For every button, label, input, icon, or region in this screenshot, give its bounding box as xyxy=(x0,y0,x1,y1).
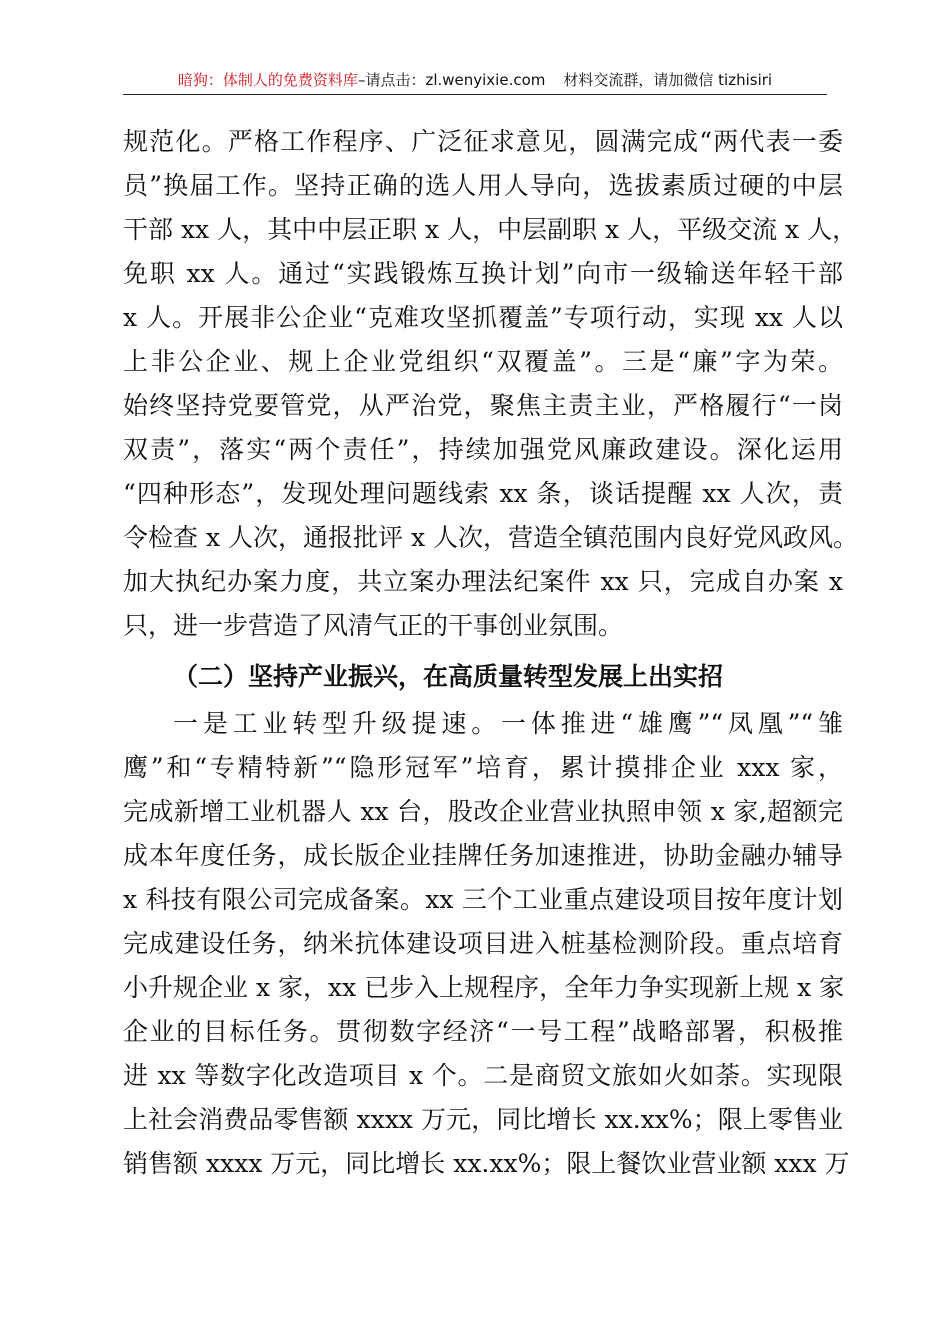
text-line: 干部 xx 人，其中中层正职 x 人，中层副职 x 人，平级交流 x 人， xyxy=(123,215,858,244)
text-line: 规范化。严格工作程序、广泛征求意见，圆满完成“两代表一委 xyxy=(123,127,843,156)
text-line: 令检查 x 人次，通报批评 x 人次，营造全镇范围内良好党风政风。 xyxy=(123,523,858,552)
header-url-link[interactable]: zl.wenyixie.com xyxy=(425,71,546,89)
text-line: x 科技有限公司完成备案。xx 三个工业重点建设项目按年度计划 xyxy=(123,885,843,914)
header-brand: 暗狗：体制人的免费资料库 xyxy=(177,71,358,89)
text-line: 销售额 xxxx 万元，同比增长 xx.xx%；限上餐饮业营业额 xxx 万 xyxy=(123,1149,850,1178)
header-prompt: –请点击： xyxy=(357,71,426,89)
text-line: “四种形态”，发现处理问题线索 xx 条，谈话提醒 xx 人次，责 xyxy=(123,479,843,508)
text-line: 进 xx 等数字化改造项目 x 个。二是商贸文旅如火如荼。实现限 xyxy=(123,1061,843,1090)
text-line: 成本年度任务，成长版企业挂牌任务加速推进，协助金融办辅导 xyxy=(123,841,843,870)
text-line: 免职 xx 人。通过“实践锻炼互换计划”向市一级输送年轻干部 xyxy=(123,259,843,288)
text-line: 始终坚持党要管党，从严治党，聚焦主责主业，严格履行“一岗 xyxy=(123,391,843,420)
text-line: 员”换届工作。坚持正确的选人用人导向，选拔素质过硬的中层 xyxy=(123,171,843,200)
section-heading: （二）坚持产业振兴，在高质量转型发展上出实招 xyxy=(173,662,724,691)
text-line: 小升规企业 x 家，xx 已步入上规程序，全年力争实现新上规 x 家 xyxy=(123,973,845,1002)
text-line: 完成建设任务，纳米抗体建设项目进入桩基检测阶段。重点培育 xyxy=(123,929,843,958)
text-line: 企业的目标任务。贯彻数字经济“一号工程”战略部署，积极推 xyxy=(123,1017,843,1046)
header-contact: 材料交流群，请加微信 tizhisiri xyxy=(563,71,773,89)
text-line: 一是工业转型升级提速。一体推进“雄鹰”“凤凰”“雏 xyxy=(173,709,843,738)
text-line: 加大执纪办案力度，共立案办理法纪案件 xx 只，完成自办案 x xyxy=(123,567,843,596)
text-line: 上非公企业、规上企业党组织“双覆盖”。三是“廉”字为荣。 xyxy=(123,347,843,376)
text-line: 鹰”和“专精特新”“隐形冠军”培育，累计摸排企业 xxx 家， xyxy=(123,753,843,782)
text-line: x 人。开展非公企业“克难攻坚抓覆盖”专项行动，实现 xx 人以 xyxy=(123,303,843,332)
text-line: 上社会消费品零售额 xxxx 万元，同比增长 xx.xx%；限上零售业 xyxy=(123,1105,843,1134)
page-header xyxy=(123,66,827,95)
text-line: 双责”，落实“两个责任”，持续加强党风廉政建设。深化运用 xyxy=(123,435,843,464)
text-line: 完成新增工业机器人 xx 台，股改企业营业执照申领 x 家,超额完 xyxy=(123,797,843,826)
text-line: 只，进一步营造了风清气正的干事创业氛围。 xyxy=(123,611,624,640)
